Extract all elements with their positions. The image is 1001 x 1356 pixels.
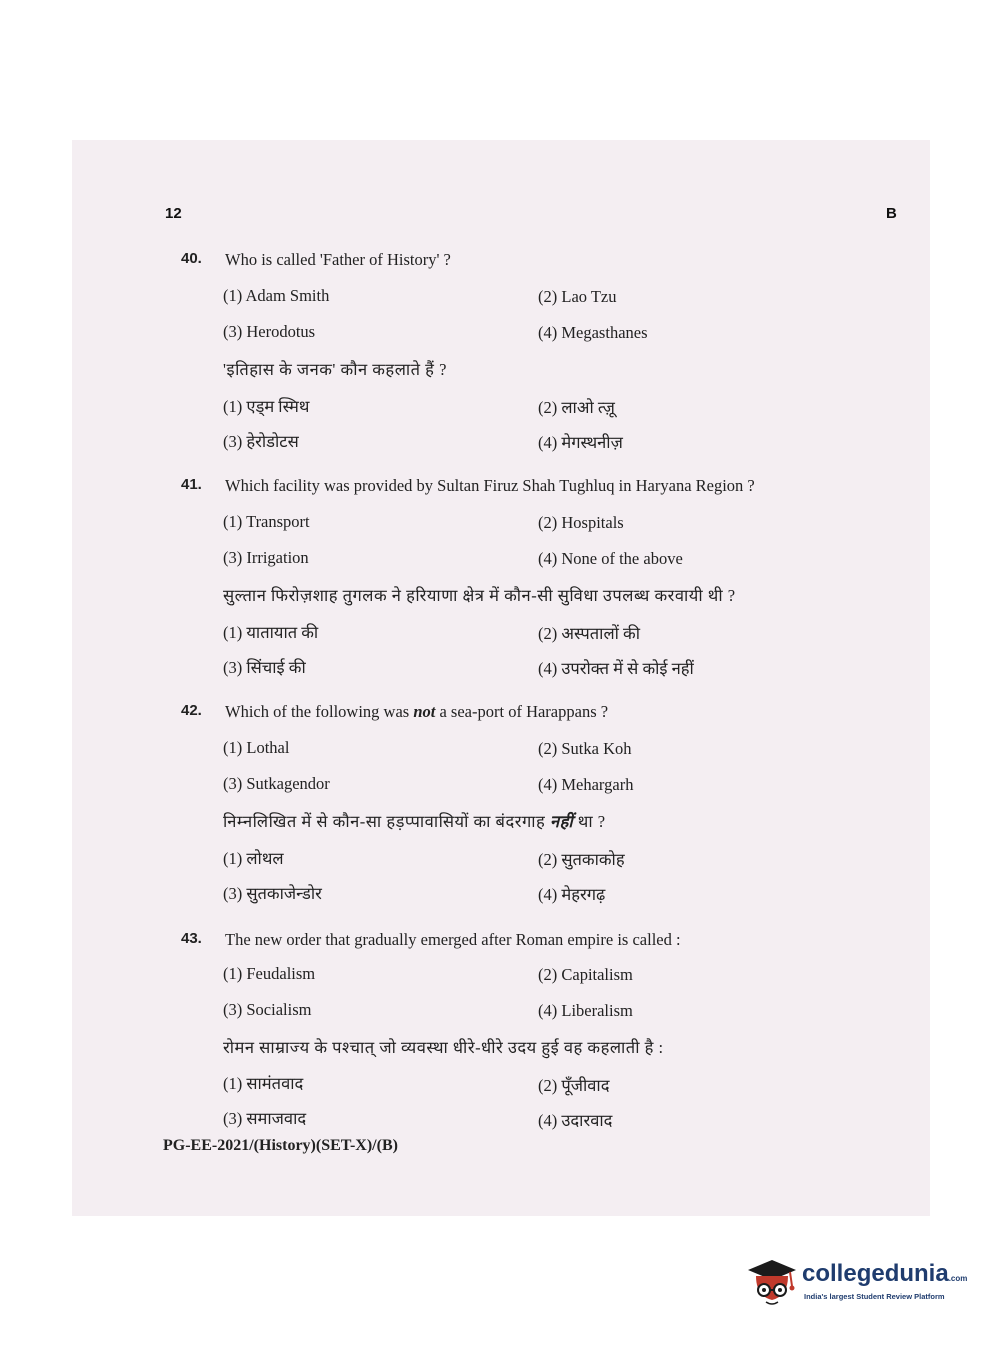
hindi-option-2: (2) सुतकाकोह — [538, 850, 625, 869]
question-text-hindi: सुल्तान फिरोज़शाह तुगलक ने हरियाणा क्षेत्र में कौन-सी सुविधा उपलब्ध करवायी थी ? — [223, 586, 736, 605]
hindi-option-3: (3) हेरोडोटस — [223, 432, 299, 451]
option-1: (1) Adam Smith — [223, 286, 330, 305]
option-1: (1) Transport — [223, 512, 310, 531]
option-3: (3) Herodotus — [223, 322, 316, 341]
mascot-icon — [742, 1256, 800, 1314]
hindi-option-2: (2) अस्पतालों की — [538, 624, 640, 643]
question-text-hindi: रोमन साम्राज्य के पश्चात् जो व्यवस्था धीरे-धीरे उदय हुई वह कहलाती है : — [223, 1038, 664, 1057]
option-4: (4) None of the above — [538, 549, 683, 568]
hindi-text-start: निम्नलिखित में से कौन-सा हड़प्पावासियों का बंदरगाह — [223, 812, 546, 831]
collegedunia-logo[interactable] — [742, 1256, 972, 1316]
question-text-hindi: 'इतिहास के जनक' कौन कहलाते हैं ? — [223, 360, 447, 379]
option-4: (4) Megasthanes — [538, 323, 648, 342]
question-text-end: a sea-port of Harappans ? — [439, 702, 609, 721]
question-text — [225, 702, 608, 722]
hindi-option-4: (4) मेगस्थनीज़ — [538, 433, 623, 452]
question-text-hindi — [223, 809, 606, 832]
hindi-option-4: (4) उदारवाद — [538, 1111, 613, 1130]
question-number: 41. — [181, 476, 202, 493]
option-3: (3) Socialism — [223, 1000, 312, 1019]
option-2: (2) Sutka Koh — [538, 739, 632, 758]
option-1: (1) Lothal — [223, 738, 290, 757]
hindi-option-4: (4) मेहरगढ़ — [538, 885, 606, 904]
hindi-option-2: (2) लाओ त्ज़ू — [538, 398, 615, 417]
option-2: (2) Capitalism — [538, 965, 633, 984]
question-text-emphasis: not — [413, 702, 436, 721]
option-2: (2) Hospitals — [538, 513, 624, 532]
question-text: Which facility was provided by Sultan Firuz Shah Tughluq in Haryana Region ? — [225, 476, 755, 495]
hindi-text-emphasis: नहीं — [549, 812, 574, 831]
hindi-option-2: (2) पूँजीवाद — [538, 1076, 610, 1095]
hindi-option-3: (3) सिंचाई की — [223, 658, 306, 677]
option-3: (3) Irrigation — [223, 548, 309, 567]
hindi-option-1: (1) एड्म स्मिथ — [223, 397, 310, 416]
question-text: Who is called 'Father of History' ? — [225, 250, 451, 269]
question-text: The new order that gradually emerged after Roman empire is called : — [225, 930, 681, 949]
option-3: (3) Sutkagendor — [223, 774, 330, 793]
logo-tagline: India's largest Student Review Platform — [804, 1292, 945, 1301]
question-number: 42. — [181, 702, 202, 719]
hindi-text-end: था ? — [577, 812, 606, 831]
hindi-option-1: (1) यातायात की — [223, 623, 319, 642]
footer-code: PG-EE-2021/(History)(SET-X)/(B) — [163, 1137, 398, 1154]
hindi-option-1: (1) लोथल — [223, 849, 284, 868]
option-1: (1) Feudalism — [223, 964, 316, 983]
question-text-start: Which of the following was — [225, 702, 410, 721]
page-number: 12 — [165, 205, 182, 222]
hindi-option-4: (4) उपरोक्त में से कोई नहीं — [538, 659, 694, 678]
option-4: (4) Mehargarh — [538, 775, 634, 794]
hindi-option-1: (1) सामंतवाद — [223, 1074, 304, 1093]
question-number: 43. — [181, 930, 202, 947]
set-code: B — [886, 205, 897, 222]
logo-wordmark: collegedunia.com — [802, 1260, 968, 1287]
hindi-option-3: (3) सुतकाजेन्डोर — [223, 884, 322, 903]
option-4: (4) Liberalism — [538, 1001, 633, 1020]
question-number: 40. — [181, 250, 202, 267]
option-2: (2) Lao Tzu — [538, 287, 617, 306]
hindi-option-3: (3) समाजवाद — [223, 1109, 307, 1128]
